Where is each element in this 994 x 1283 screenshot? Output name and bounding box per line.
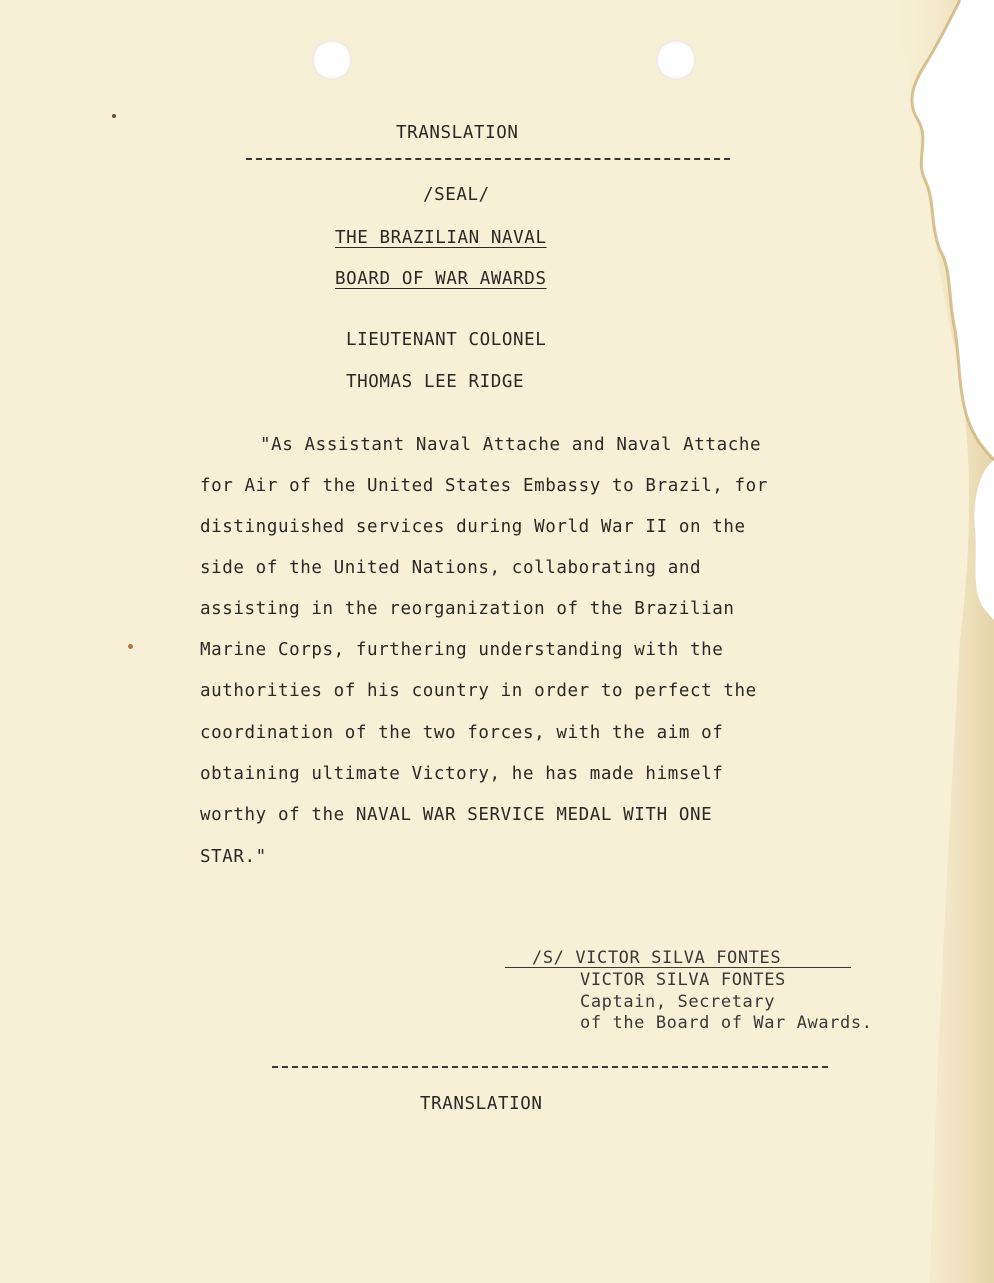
citation-line: for Air of the United States Embassy to Brazil, for	[200, 476, 768, 496]
citation-line: coordination of the two forces, with the aim of	[200, 723, 724, 743]
punch-hole-left	[312, 40, 352, 80]
signatory-name: VICTOR SILVA FONTES	[580, 970, 786, 990]
paper-speck	[112, 114, 116, 118]
citation-line: obtaining ultimate Victory, he has made himself	[200, 764, 724, 784]
footer-translation: TRANSLATION	[420, 1094, 543, 1114]
org-title-line1: THE BRAZILIAN NAVAL	[335, 228, 547, 248]
seal-label: /SEAL/	[423, 185, 490, 205]
org-title-line2: BOARD OF WAR AWARDS	[335, 269, 547, 289]
header-translation: TRANSLATION	[396, 123, 519, 143]
citation-line: assisting in the reorganization of the Brazilian	[200, 599, 735, 619]
citation-line: Marine Corps, furthering understanding with the	[200, 640, 724, 660]
recipient-rank: LIEUTENANT COLONEL	[346, 330, 547, 350]
citation-line: side of the United Nations, collaborating and	[200, 558, 702, 578]
dashed-separator-top	[246, 158, 730, 160]
signatory-title-continued: of the Board of War Awards.	[580, 1013, 873, 1033]
citation-line: STAR."	[200, 847, 267, 867]
citation-line: distinguished services during World War II on the	[200, 517, 746, 537]
dashed-separator-bottom	[272, 1066, 828, 1068]
signature-underline	[505, 967, 851, 968]
citation-line: "As Assistant Naval Attache and Naval Attache	[260, 435, 762, 455]
signature-signed-line: /S/ VICTOR SILVA FONTES	[532, 948, 782, 968]
paper-speck	[128, 644, 133, 649]
recipient-name: THOMAS LEE RIDGE	[346, 372, 525, 392]
signatory-title: Captain, Secretary	[580, 992, 776, 1012]
citation-line: authorities of his country in order to perfect the	[200, 681, 757, 701]
citation-line: worthy of the NAVAL WAR SERVICE MEDAL WITH ONE	[200, 805, 713, 825]
punch-hole-right	[656, 40, 696, 80]
